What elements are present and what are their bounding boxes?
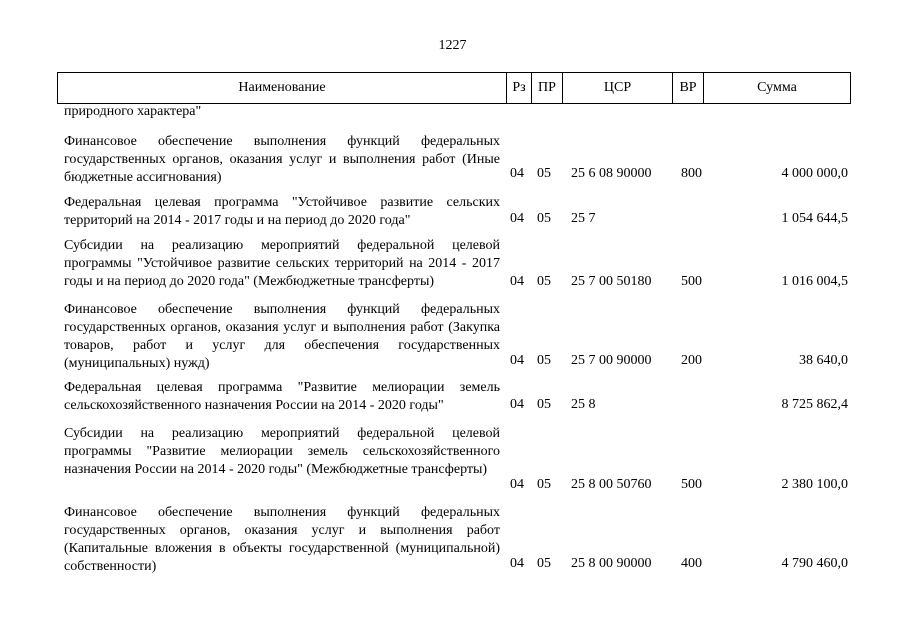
page-number: 1227 — [438, 38, 467, 53]
row-name: Субсидии на реализацию мероприятий федеральной целевой программы "Устойчивое развитие сельских территорий на 2014 - 2017 годы и на период до 2020 года" (Межбюджетные трансферты) — [64, 238, 500, 289]
row-csr: 25 6 08 90000 — [571, 166, 652, 181]
row-sum: 38 640,0 — [799, 353, 848, 368]
row-csr: 25 8 00 50760 — [571, 477, 652, 492]
row-pr: 05 — [537, 397, 551, 412]
row-csr: 25 8 00 90000 — [571, 556, 652, 571]
row-pr: 05 — [537, 274, 551, 289]
row-pr: 05 — [537, 211, 551, 226]
continuation-text: природного характера" — [64, 104, 202, 119]
header-rz: Рз — [506, 73, 531, 103]
row-csr: 25 8 — [571, 397, 596, 412]
header-name: Наименование — [238, 80, 326, 95]
row-name: Федеральная целевая программа "Развитие мелиорации земель сельскохозяйственного назначения России на 2014 - 2020 годы" — [64, 380, 500, 413]
row-name: Субсидии на реализацию мероприятий федеральной целевой программы "Развитие мелиорации земель сельскохозяйственного назначения России на 2014 - 2020 годы" (Межбюджетные трансферты) — [64, 426, 500, 477]
header-vr: ВР — [672, 73, 703, 103]
row-vr: 500 — [681, 274, 702, 289]
header-sum: Сумма — [703, 73, 850, 103]
row-vr: 800 — [681, 166, 702, 181]
table-header — [57, 72, 851, 104]
row-rz: 04 — [510, 556, 524, 571]
row-pr: 05 — [537, 166, 551, 181]
row-name: Финансовое обеспечение выполнения функций федеральных государственных органов, оказания услуг и выполнения работ (Иные бюджетные ассигнования) — [64, 134, 500, 185]
row-sum: 4 790 460,0 — [781, 556, 848, 571]
row-pr: 05 — [537, 477, 551, 492]
row-sum: 1 054 644,5 — [781, 211, 848, 226]
row-name: Финансовое обеспечение выполнения функций федеральных государственных органов, оказания услуг и выполнения работ (Капитальные вложения в объекты государственной (муниципальной) собственности) — [64, 505, 500, 574]
row-pr: 05 — [537, 353, 551, 368]
row-csr: 25 7 — [571, 211, 596, 226]
row-rz: 04 — [510, 166, 524, 181]
row-csr: 25 7 00 90000 — [571, 353, 652, 368]
row-rz: 04 — [510, 211, 524, 226]
header-csr: ЦСР — [562, 73, 672, 103]
row-sum: 1 016 004,5 — [781, 274, 848, 289]
header-pr: ПР — [531, 73, 562, 103]
row-sum: 2 380 100,0 — [781, 477, 848, 492]
row-vr: 500 — [681, 477, 702, 492]
row-name: Федеральная целевая программа "Устойчивое развитие сельских территорий на 2014 - 2017 годы и на период до 2020 года" — [64, 195, 500, 228]
row-rz: 04 — [510, 477, 524, 492]
row-csr: 25 7 00 50180 — [571, 274, 652, 289]
row-vr: 200 — [681, 353, 702, 368]
row-rz: 04 — [510, 274, 524, 289]
row-vr: 400 — [681, 556, 702, 571]
row-sum: 8 725 862,4 — [781, 397, 848, 412]
row-rz: 04 — [510, 353, 524, 368]
row-rz: 04 — [510, 397, 524, 412]
row-sum: 4 000 000,0 — [781, 166, 848, 181]
row-name: Финансовое обеспечение выполнения функций федеральных государственных органов, оказания услуг и выполнения работ (Закупка товаров, работ и услуг для обеспечения государственных (муниципальных) нужд) — [64, 302, 500, 371]
row-pr: 05 — [537, 556, 551, 571]
